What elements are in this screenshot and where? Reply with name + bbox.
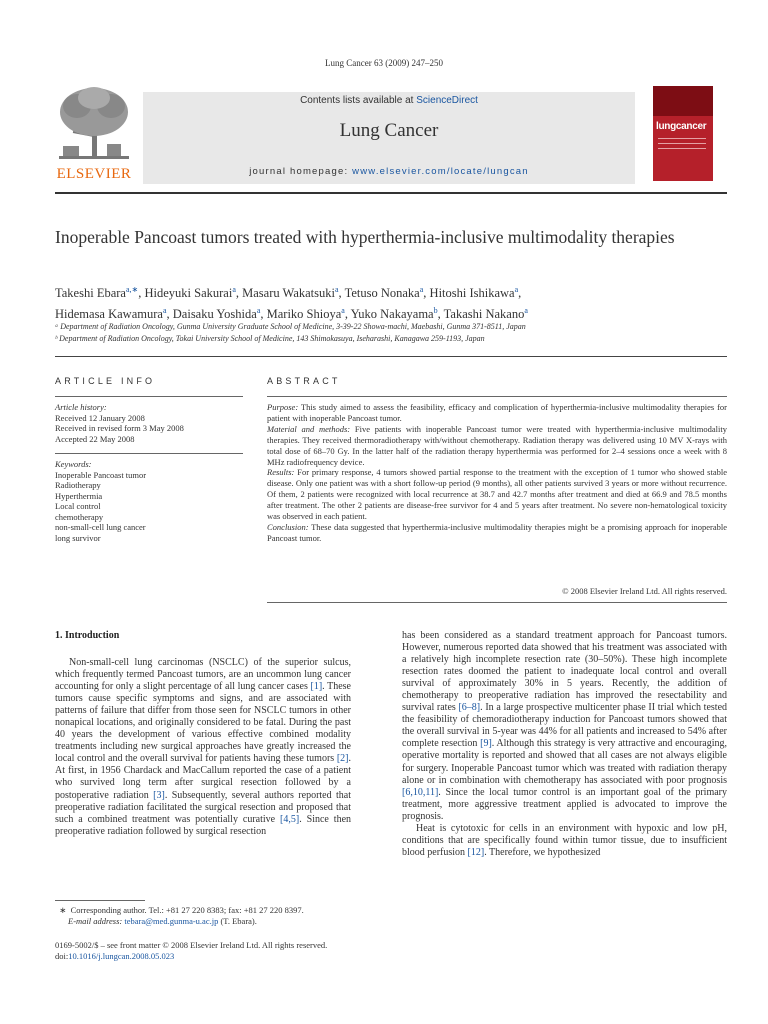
results-text: For primary response, 4 tumors showed partial response to the treatment with the exception of 1 tumor who showed stable disease. Only one patient was with a short follow-up period (9 months), all other patients survived 3 years or more without recurrence. Of them, 2 patients were recognized with local recurrence at 38.7 and 42.7 months after treatment and died at 66.9 and 78.5 months after treatment. The other 2 patients are disease-free survivor for 4 and 5 years after treatment. No severe non-hematological toxicity was observed in each patient. <box>267 467 727 522</box>
body-paragraph <box>55 657 351 838</box>
author-name: Masaru Wakatsuki <box>242 286 335 301</box>
reference-link[interactable]: [4,5] <box>280 813 300 825</box>
history-item: Received in revised form 3 May 2008 <box>55 423 184 433</box>
results-label: Results: <box>267 467 295 478</box>
contents-line <box>143 95 635 106</box>
abstract-bottom-rule <box>267 602 727 603</box>
conclusion-text: These data suggested that hyperthermia-inclusive multimodality therapies might be a promising approach for inoperable Pancoast tumor. <box>267 521 727 543</box>
homepage-link[interactable]: www.elsevier.com/locate/lungcan <box>352 166 529 177</box>
abstract-rule <box>267 396 727 397</box>
issn-line: 0169-5002/$ – see front matter © 2008 Elsevier Ireland Ltd. All rights reserved. <box>55 940 328 950</box>
keyword-item: Radiotherapy <box>55 480 101 490</box>
body-text: . In a large prospective multicenter phase II trial which tested the feasibility of chemoradiotherapy induction for Pancoast tumors showed that the overall survival in 5-year was 44% for all patients and increased to 54% after complete resection <box>402 702 728 750</box>
author-name: Takeshi Ebara <box>55 286 126 301</box>
purpose-text: This study aimed to assess the feasibility, efficacy and complication of hyperthermia-inclusive multimodality therapies for patient with inoperable Pancoast tumor. <box>267 402 727 423</box>
journal-citation: Lung Cancer 63 (2009) 247–250 <box>325 58 443 68</box>
body-text: . Since the local tumor control is an important goal of the primary treatment, more aggressive treatment applied is advocated to improve the prognosis. <box>402 786 727 822</box>
info-rule <box>55 453 243 454</box>
affiliation-a: ᵃ Department of Radiation Oncology, Gunma University Graduate School of Medicine, 3-39-22 Showa-machi, Maebashi, Gunma 371-8511, Japan <box>55 322 526 331</box>
journal-cover-thumbnail <box>653 86 713 181</box>
conclusion-label: Conclusion: <box>267 521 309 532</box>
body-column-left <box>55 657 351 838</box>
abstract-body <box>267 402 727 544</box>
corresponding-author-footnote <box>55 905 355 927</box>
author-name: Hideyuki Sakurai <box>144 286 233 301</box>
author-affiliation-mark[interactable]: a,∗ <box>125 285 139 294</box>
body-text: . Therefore, we hypothesized <box>484 846 601 858</box>
history-item: Received 12 January 2008 <box>55 412 145 423</box>
history-item: Accepted 22 May 2008 <box>55 433 135 444</box>
abstract-methods <box>267 424 727 468</box>
keyword-item: Inoperable Pancoast tumor <box>55 469 147 480</box>
author-list <box>55 281 715 323</box>
body-text: . Although this strategy is very attractive and encouraging, operative mortality is reported and showed that all cases are not always eligible for surgery. Inoperable Pancoast tumor which was treated with radiation therapy alone or in combination with chemotherapy has associated with poor prognosis <box>402 738 728 786</box>
author-affiliation-mark[interactable]: a <box>334 285 339 294</box>
article-info-heading: ARTICLE INFO <box>55 376 156 386</box>
author-affiliation-mark[interactable]: a <box>341 306 345 316</box>
cover-title: lungcancer <box>656 121 707 132</box>
keywords-label: Keywords: <box>55 459 92 469</box>
info-rule <box>55 396 243 397</box>
author-name: Takashi Nakano <box>443 307 525 322</box>
keywords-block <box>55 459 245 543</box>
keyword-item: Local control <box>55 501 101 511</box>
author-name: Daisaku Yoshida <box>172 307 257 322</box>
keyword-list <box>55 470 245 544</box>
author-name: Tetuso Nonaka <box>344 286 420 301</box>
homepage-prefix: journal homepage: <box>249 166 353 177</box>
header-rule <box>55 192 727 194</box>
body-paragraph <box>402 823 727 859</box>
body-text: . Subsequently, several authors reported that preoperative radiation facilitated the surgical resection and proposed that such a combined treatment was potentially curative <box>55 789 351 825</box>
author-affiliation-mark[interactable]: a <box>162 306 167 316</box>
doi-prefix: doi: <box>55 951 69 961</box>
methods-label: Material and methods: <box>267 423 351 434</box>
journal-homepage <box>143 166 635 177</box>
footnote-corresponding: Corresponding author. Tel.: +81 27 220 8383; fax: +81 27 220 8397. <box>70 905 304 915</box>
author-affiliation-mark[interactable]: a <box>232 285 236 294</box>
keyword-item: long survivor <box>55 532 101 543</box>
author-affiliation-mark[interactable]: a <box>514 285 519 294</box>
abstract-purpose <box>267 402 727 424</box>
affiliation-b: ᵇ Department of Radiation Oncology, Tokai University School of Medicine, 143 Shimokasuya, Iseharashi, Kanagawa 259-1193, Japan <box>55 334 485 343</box>
footnote-email-line <box>55 916 355 927</box>
body-paragraph <box>402 630 727 823</box>
footnote-rule <box>55 900 145 901</box>
purpose-label: Purpose: <box>267 402 299 412</box>
sciencedirect-link[interactable]: ScienceDirect <box>416 95 478 106</box>
email-suffix: (T. Ebara). <box>218 916 257 926</box>
issn-doi-block <box>55 940 375 962</box>
cover-top-band <box>653 86 713 116</box>
section-rule <box>55 356 727 357</box>
cover-line <box>658 148 706 149</box>
reference-link[interactable]: [6,10,11] <box>402 786 439 798</box>
history-label: Article history: <box>55 402 107 412</box>
elsevier-tree-icon <box>55 84 133 164</box>
contents-prefix: Contents lists available at <box>300 95 417 106</box>
doi-line <box>55 951 375 962</box>
body-column-right <box>402 630 727 859</box>
reference-link[interactable]: [2] <box>336 753 349 765</box>
author-affiliation-mark[interactable]: a <box>256 306 261 316</box>
cover-line <box>658 138 706 139</box>
article-history <box>55 402 245 444</box>
reference-link[interactable]: [12] <box>467 846 485 858</box>
section-heading-introduction: 1. Introduction <box>55 630 120 641</box>
keyword-item: chemotherapy <box>55 511 104 522</box>
cover-line <box>658 143 706 144</box>
abstract-conclusion <box>267 522 727 544</box>
reference-link[interactable]: [1] <box>310 681 323 693</box>
body-text: . At first, in 1956 Chardack and MacCallum reported the case of a patient who survived long term after surgical resection followed by a postoperative radiation <box>55 753 351 801</box>
author-affiliation-mark[interactable]: a <box>524 306 528 316</box>
author-line-1: Takeshi Ebara$^{a,∗}$, Hideyuki Sakurai$^a$, Masaru Wakatsuki$^a$, Tetuso Nonaka$^a$, Hitoshi Ishikawa$^a$, <box>55 285 522 301</box>
methods-text: Five patients with inoperable Pancoast tumor were treated with hyperthermia-inclusive multimodality therapies. They received thermoradiotherapy with/without chemotherapy. Radiation therapy was delivered using 10 MV X-rays with total dose of 68–70 Gy. In the latter half of the radiation therapy hyperthermia was performed for 2–4 sessions once a week with 8 MHz radiofrequency device. <box>267 423 727 467</box>
elsevier-logo <box>55 84 133 184</box>
body-text: . These tumors cause specific symptoms and signs, and are associated with patterns of failure that differ from those seen for NSCLC tumors in other nonapical locations, and originally considered to be fatal. During the past 40 years the development of various effective combined modality treatments including new surgical approaches have greatly increased the local control and the overall survival for patients having these tumors <box>55 681 351 765</box>
body-text: Heat is cytotoxic for cells in an environment with hypoxic and low pH, conditions that are specifically found within tumor tissue, due to insufficient blood perfusion <box>402 822 727 858</box>
body-text: Non-small-cell lung carcinomas (NSCLC) of the superior sulcus, which frequently termed Pancoast tumors, are an uncommon lung cancer accounting for only a slight percentage of all lung cancer cases <box>55 657 351 693</box>
footnote-marker: ∗ <box>59 905 67 915</box>
history-list <box>55 413 245 445</box>
author-line-2: Hidemasa Kawamura$^a$, Daisaku Yoshida$^a$, Mariko Shioya$^a$, Yuko Nakayama$^b$, Takashi Nakano$^a$ <box>55 306 528 322</box>
author-name: Mariko Shioya <box>266 307 342 322</box>
article-title: Inoperable Pancoast tumors treated with hyperthermia-inclusive multimodality therapies <box>55 227 675 247</box>
keyword-item: Hyperthermia <box>55 490 103 501</box>
reference-link[interactable]: [3] <box>153 789 165 801</box>
author-affiliation-mark[interactable]: a <box>419 285 424 294</box>
abstract-heading: ABSTRACT <box>267 376 341 386</box>
abstract-copyright: © 2008 Elsevier Ireland Ltd. All rights reserved. <box>562 586 727 596</box>
author-name: Hidemasa Kawamura <box>55 307 163 322</box>
journal-title: Lung Cancer <box>339 120 439 141</box>
author-name: Yuko Nakayama <box>350 307 434 322</box>
author-name: Hitoshi Ishikawa <box>429 286 515 301</box>
doi-link[interactable]: 10.1016/j.lungcan.2008.05.023 <box>68 951 175 961</box>
author-affiliation-mark[interactable]: b <box>433 306 438 316</box>
footnote-line <box>55 905 355 916</box>
body-text: has been considered as a standard treatment approach for Pancoast tumors. However, numerous reported data showed that his treatment was associated with a relatively high incomplete resection rate (30–50%). These high incomplete resection rates doomed the patient to inadequate local control and overall survival of approximately 30% in 5 years. Recently, the addition of chemotherapy to preoperative radiation has improved the resectability and survival rates <box>402 630 727 714</box>
abstract-results <box>267 467 727 522</box>
reference-link[interactable]: [9] <box>480 738 492 750</box>
body-text: . Since then preoperative radiation followed by surgical resection <box>55 813 352 837</box>
keyword-item: non-small-cell lung cancer <box>55 522 146 532</box>
elsevier-wordmark: ELSEVIER <box>56 166 132 182</box>
reference-link[interactable]: [6–8] <box>458 702 481 714</box>
email-label: E-mail address: <box>68 916 123 926</box>
email-link[interactable]: tebara@med.gunma-u.ac.jp <box>124 916 219 926</box>
